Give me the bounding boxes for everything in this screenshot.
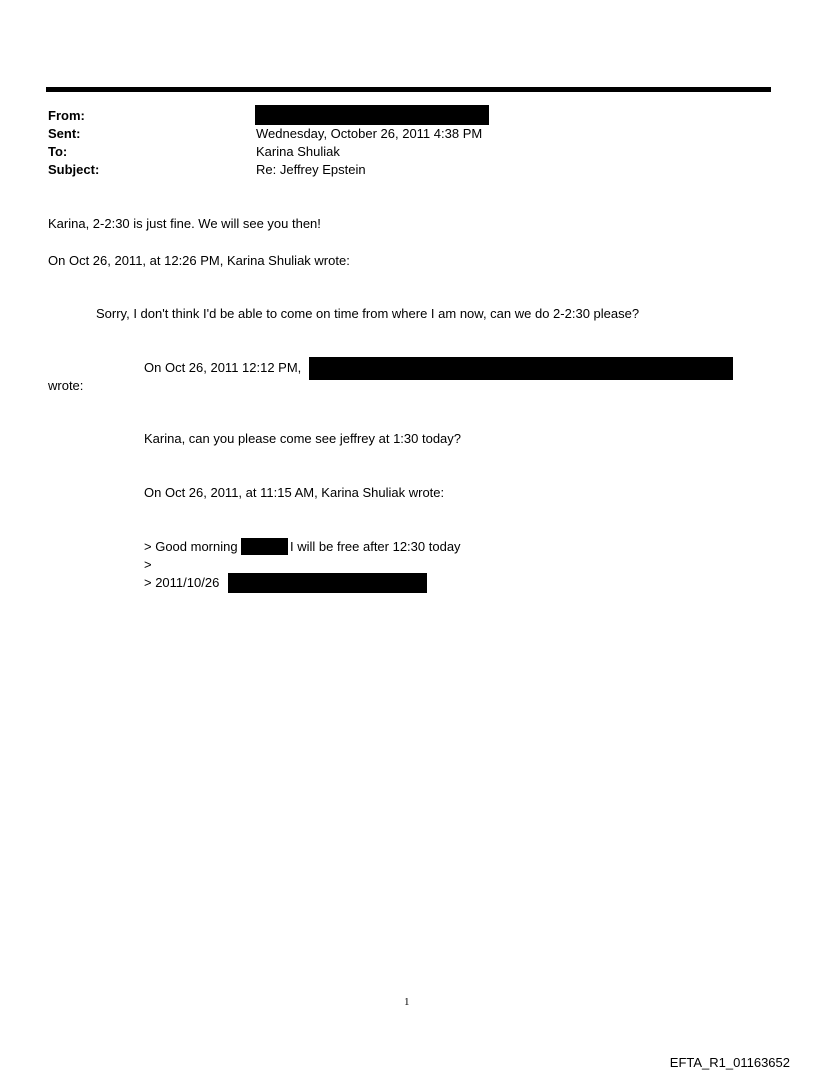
quote3-line2: > [144, 557, 152, 572]
page-number: 1 [404, 996, 410, 1008]
from-label: From: [48, 108, 85, 123]
quote2-attribution-start: On Oct 26, 2011 12:12 PM, [144, 360, 302, 375]
quote3-line1-end: I will be free after 12:30 today [290, 539, 461, 554]
to-label: To: [48, 144, 68, 159]
sent-value: Wednesday, October 26, 2011 4:38 PM [256, 126, 483, 141]
document-id: EFTA_R1_01163652 [669, 1055, 790, 1070]
quote2-sender-redaction [309, 357, 733, 380]
sent-label: Sent: [48, 126, 81, 141]
to-value: Karina Shuliak [256, 144, 340, 159]
quote2-attribution-end: wrote: [48, 378, 84, 393]
reply-line: Karina, 2-2:30 is just fine. We will see you then! [48, 216, 321, 231]
quote3-redaction [228, 573, 427, 593]
from-redaction [255, 105, 489, 125]
quote2-text: Karina, can you please come see jeffrey at 1:30 today? [144, 431, 462, 446]
quote3-line3-start: > 2011/10/26 [144, 575, 220, 590]
quote1-text: Sorry, I don't think I'd be able to come on time from where I am now, can we do 2-2:30 please? [96, 306, 640, 321]
subject-label: Subject: [48, 162, 100, 177]
subject-value: Re: Jeffrey Epstein [256, 162, 366, 177]
quote3-attribution: On Oct 26, 2011, at 11:15 AM, Karina Shuliak wrote: [144, 485, 445, 500]
header-rule [46, 87, 771, 92]
quote3-name-redaction [241, 538, 288, 555]
quote1-attribution: On Oct 26, 2011, at 12:26 PM, Karina Shuliak wrote: [48, 253, 350, 268]
quote3-line1-start: > Good morning [144, 539, 238, 554]
